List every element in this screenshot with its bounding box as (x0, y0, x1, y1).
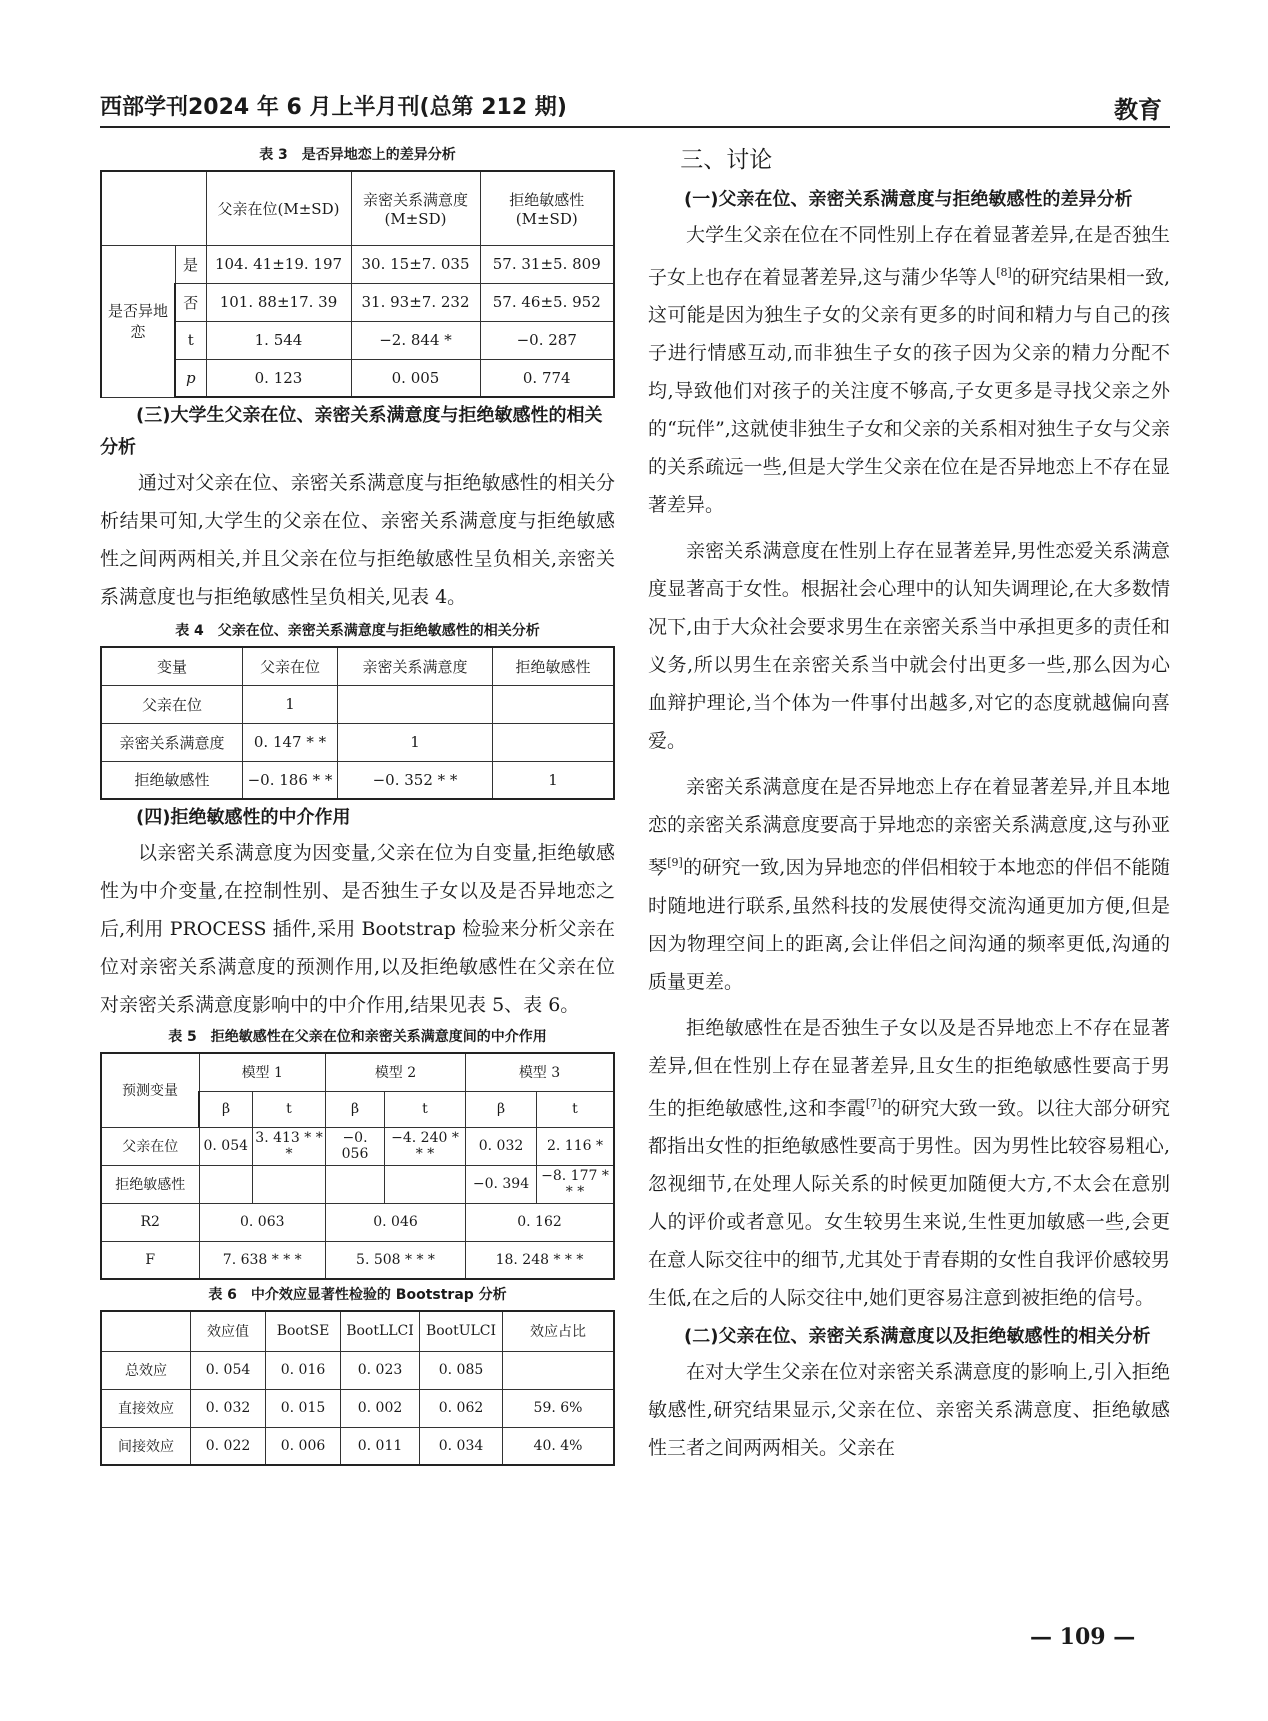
section4-body: 以亲密关系满意度为因变量,父亲在位为自变量,拒绝敏感性为中介变量,在控制性别、是否独生子女以及是否异地恋之后,利用 PROCESS 插件,采用 Bootstrap 检验来分析父亲在位对亲密关系满意度的预测作用,以及拒绝敏感性在父亲在位对亲密关系满意度影响中的中介作用,结果见表 5、表 6。 (100, 842, 615, 1016)
table3-header: 拒绝敏感性(M±SD) (480, 171, 614, 245)
journal-title: 西部学刊2024 年 6 月上半月刊(总第 212 期) (100, 95, 567, 120)
page-number: — 109 — (1030, 1624, 1136, 1650)
table4: 变量 父亲在位 亲密关系满意度 拒绝敏感性 父亲在位 1 亲密关系满意度 0. 147 * * 1 拒绝敏感性 −0. 186 * * −0. 352 * * 1 (100, 646, 615, 800)
discussion-paragraph: 在对大学生父亲在位对亲密关系满意度的影响上,引入拒绝敏感性,研究结果显示,父亲在位、亲密关系满意度、拒绝敏感性三者之间两两相关。父亲在 (648, 1360, 1170, 1459)
section-label: 教育 (1114, 96, 1162, 124)
table5-caption: 表 5 拒绝敏感性在父亲在位和亲密关系满意度间的中介作用 (168, 1029, 547, 1045)
table4-caption: 表 4 父亲在位、亲密关系满意度与拒绝敏感性的相关分析 (175, 623, 540, 639)
section3-body: 通过对父亲在位、亲密关系满意度与拒绝敏感性的相关分析结果可知,大学生的父亲在位、亲密关系满意度与拒绝敏感性之间两两相关,并且父亲在位与拒绝敏感性呈负相关,亲密关系满意度也与拒绝敏感性呈负相关,见表 4。 (100, 472, 615, 608)
section3-title: (三)大学生父亲在位、亲密关系满意度与拒绝敏感性的相关分析 (100, 405, 603, 458)
table5: 预测变量 模型 1 模型 2 模型 3 β t β t β t 父亲在位 0. 054 3. 413 * * * −0. 056 −4. 240 * * * 0. 032 2. 116 * 拒绝敏感性 −0. 394 −8. 177 * * * R2 0. 063 0. 046 0. 162 F 7. 638 * * * 5. 508 * * * 18. 248 * * * (100, 1052, 615, 1280)
table3: 父亲在位(M±SD) 亲密关系满意度(M±SD) 拒绝敏感性(M±SD) 是否异地恋 是 104. 41±19. 197 30. 15±7. 035 57. 31±5. 809 否 101. 88±17. 39 31. 93±7. 232 57. 46±5. 952 t 1. 544 −2. 844 * −0. 287 p 0. 123 0. 005 0. 774 (100, 170, 615, 398)
discussion-heading: 三、讨论 (680, 147, 773, 173)
table3-header: 亲密关系满意度(M±SD) (351, 171, 480, 245)
table6: 效应值 BootSE BootLLCI BootULCI 效应占比 总效应 0. 054 0. 016 0. 023 0. 085 直接效应 0. 032 0. 015 0. 002 0. 062 59. 6% 间接效应 0. 022 0. 006 0. 011 0. 034 40. 4% (100, 1310, 615, 1466)
discussion-paragraph: 亲密关系满意度在是否异地恋上存在着显著差异,并且本地恋的亲密关系满意度要高于异地恋的亲密关系满意度,这与孙亚琴[9]的研究一致,因为异地恋的伴侣相较于本地恋的伴侣不能随时随地进行联系,虽然科技的发展使得交流沟通更加方便,但是因为物理空间上的距离,会让伴侣之间沟通的频率更低,沟通的质量更差。 (648, 776, 1170, 993)
section4-title: (四)拒绝敏感性的中介作用 (136, 807, 351, 828)
page-header (100, 86, 1170, 128)
discussion-subheading-1: (一)父亲在位、亲密关系满意度与拒绝敏感性的差异分析 (684, 189, 1133, 210)
discussion-paragraph: 拒绝敏感性在是否独生子女以及是否异地恋上不存在显著差异,但在性别上存在显著差异,且女生的拒绝敏感性要高于男生的拒绝敏感性,这和李霞[7]的研究大致一致。以往大部分研究都指出女性的拒绝敏感性要高于男性。因为男性比较容易粗心,忽视细节,在处理人际关系的时候更加随便大方,不太会在意别人的评价或者意见。女生较男生来说,生性更加敏感一些,会更在意人际交往中的细节,尤其处于青春期的女性自我评价感较男生低,在之后的人际交往中,她们更容易注意到被拒绝的信号。 (648, 1016, 1170, 1309)
discussion-paragraph: 亲密关系满意度在性别上存在显著差异,男性恋爱关系满意度显著高于女性。根据社会心理中的认知失调理论,在大多数情况下,由于大众社会要求男生在亲密关系当中承担更多的责任和义务,所以男生在亲密关系当中就会付出更多一些,那么因为心血辩护理论,当个体为一件事付出越多,对它的态度就越偏向喜爱。 (648, 540, 1170, 753)
table3-group-label: 是否异地恋 (101, 245, 175, 397)
table6-caption: 表 6 中介效应显著性检验的 Bootstrap 分析 (208, 1287, 507, 1303)
discussion-subheading-2: (二)父亲在位、亲密关系满意度以及拒绝敏感性的相关分析 (684, 1325, 1151, 1347)
table3-caption: 表 3 是否异地恋上的差异分析 (259, 147, 456, 163)
left-column (100, 140, 615, 1466)
discussion-paragraph: 大学生父亲在位在不同性别上存在着显著差异,在是否独生子女上也存在着显著差异,这与蒲少华等人[8]的研究结果相一致,这可能是因为独生子女的父亲有更多的时间和精力与自己的孩子进行情感互动,而非独生子女的孩子因为父亲的精力分配不均,导致他们对孩子的关注度不够高,子女更多是寻找父亲之外的“玩伴”,这就使非独生子女和父亲的关系相对独生子女与父亲的关系疏远一些,但是大学生父亲在位在是否异地恋上不存在显著差异。 (648, 224, 1170, 517)
right-column (648, 140, 1170, 1467)
table3-header: 父亲在位(M±SD) (206, 171, 351, 245)
